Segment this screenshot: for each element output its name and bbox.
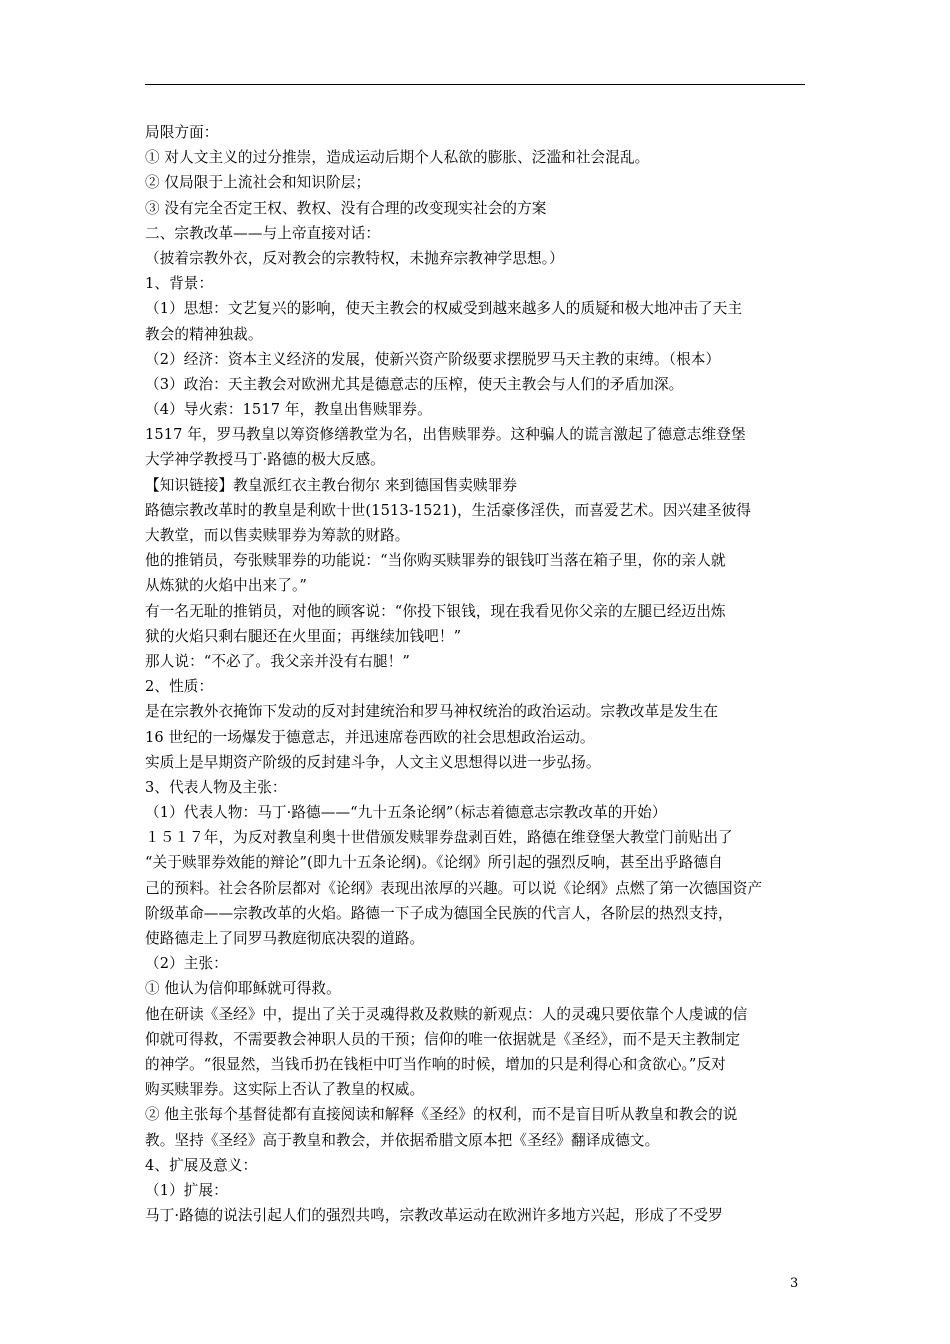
text-line: 实质上是早期资产阶级的反封建斗争，人文主义思想得以进一步弘扬。	[145, 753, 601, 771]
text-line: 局限方面：	[145, 124, 219, 141]
text-line: 大教堂，而以售卖赎罪券为筹款的财路。	[145, 527, 410, 544]
text-line: 己的预料。社会各阶层都对《论纲》表现出浓厚的兴趣。可以说《论纲》点燃了第一次德国资产	[145, 879, 763, 897]
text-line: ① 对人文主义的过分推崇，造成运动后期个人私欲的膨胀、泛滥和社会混乱。	[145, 149, 650, 167]
text-line: 从炼狱的火焰中出来了。”	[145, 577, 307, 595]
text-line: （1）代表人物：马丁·路德——“九十五条论纲”（标志着德意志宗教改革的开始）	[145, 804, 667, 822]
text-line: ③ 没有完全否定王权、教权、没有合理的改变现实社会的方案	[145, 199, 547, 217]
document-body	[145, 120, 807, 1228]
text-line: ① 他认为信仰耶稣就可得救。	[145, 980, 341, 998]
text-line: 阶级革命——宗教改革的火焰。路德一下子成为德国全民族的代言人，各阶层的热烈支持，	[145, 904, 733, 922]
text-line: （1）扩展：	[145, 1181, 228, 1199]
text-line: 他的推销员，夸张赎罪券的功能说：“当你购买赎罪券的银钱叮当落在箱子里，你的亲人就	[145, 552, 726, 570]
text-line: ② 仅局限于上流社会和知识阶层；	[145, 174, 371, 192]
text-line: 2、性质：	[145, 678, 214, 696]
text-line: （披着宗教外衣，反对教会的宗教特权，未抛弃宗教神学思想。）	[145, 249, 564, 267]
text-line: 路德宗教改革时的教皇是利欧十世(1513-1521)，生活豪侈淫佚，而喜爱艺术。因兴建圣彼得	[145, 501, 751, 519]
text-line: 的神学。“很显然，当钱币扔在钱柜中叮当作响的时候，增加的只是利得心和贪欲心。”反对	[145, 1055, 726, 1073]
text-line: 马丁·路德的说法引起人们的强烈共鸣，宗教改革运动在欧洲许多地方兴起，形成了不受罗	[145, 1207, 723, 1225]
text-line: （2）主张：	[145, 955, 228, 973]
text-line: （3）政治：天主教会对欧洲尤其是德意志的压榨，使天主教会与人们的矛盾加深。	[145, 375, 684, 393]
page-number: 3	[790, 1276, 799, 1291]
text-line: 仰就可得救，不需要教会神职人员的干预；信仰的唯一依据就是《圣经》，而不是天主教制定	[145, 1030, 741, 1048]
text-line: 那人说：“不必了。我父亲并没有右腿！”	[145, 652, 410, 670]
text-line: ② 他主张每个基督徒都有直接阅读和解释《圣经》的权利，而不是盲目听从教皇和教会的说	[145, 1106, 738, 1124]
text-line: 4、扩展及意义：	[145, 1156, 258, 1174]
text-line: 购买赎罪券。这实际上否认了教皇的权威。	[145, 1081, 425, 1099]
header-rule	[145, 84, 805, 85]
text-line: 使路德走上了同罗马教庭彻底决裂的道路。	[145, 930, 425, 947]
text-line: 二、宗教改革——与上帝直接对话：	[145, 224, 381, 242]
text-line: 1517 年，罗马教皇以筹资修缮教堂为名，出售赎罪券。这种骗人的谎言激起了德意志维登堡	[145, 426, 746, 444]
text-line: １５１７年，为反对教皇利奥十世借颁发赎罪券盘剥百姓，路德在维登堡大教堂门前贴出了	[145, 829, 733, 847]
text-line: 是在宗教外衣掩饰下发动的反对封建统治和罗马神权统治的政治运动。宗教改革是发生在	[145, 703, 719, 721]
text-line: （1）思想：文艺复兴的影响，使天主教会的权威受到越来越多人的质疑和极大地冲击了天主	[145, 300, 743, 318]
text-line: 他在研读《圣经》中，提出了关于灵魂得救及救赎的新观点：人的灵魂只要依靠个人虔诚的信	[145, 1005, 748, 1023]
text-line: 教。坚持《圣经》高于教皇和教会，并依据希腊文原本把《圣经》翻译成德文。	[145, 1131, 660, 1149]
text-line: 【知识链接】教皇派红衣主教台彻尔 来到德国售卖赎罪券	[145, 476, 518, 494]
text-line: （4）导火索：1517 年，教皇出售赎罪券。	[145, 401, 432, 419]
text-line: 3、代表人物及主张：	[145, 778, 287, 796]
text-line: 1、背景：	[145, 275, 214, 293]
text-line: 大学神学教授马丁·路德的极大反感。	[145, 451, 385, 469]
text-line: 有一名无耻的推销员，对他的顾客说：“你投下银钱，现在我看见你父亲的左腿已经迈出炼	[145, 602, 726, 620]
text-line: 教会的精神独裁。	[145, 325, 263, 343]
text-line: 16 世纪的一场爆发于德意志，并迅速席卷西欧的社会思想政治运动。	[145, 728, 595, 746]
text-line: （2）经济：资本主义经济的发展，使新兴资产阶级要求摆脱罗马天主教的束缚。（根本）	[145, 350, 721, 368]
text-line: 狱的火焰只剩右腿还在火里面；再继续加钱吧！”	[145, 627, 462, 645]
text-line: “关于赎罪券效能的辩论”(即九十五条论纲)。《论纲》所引起的强烈反响，甚至出乎路德自	[145, 854, 723, 872]
